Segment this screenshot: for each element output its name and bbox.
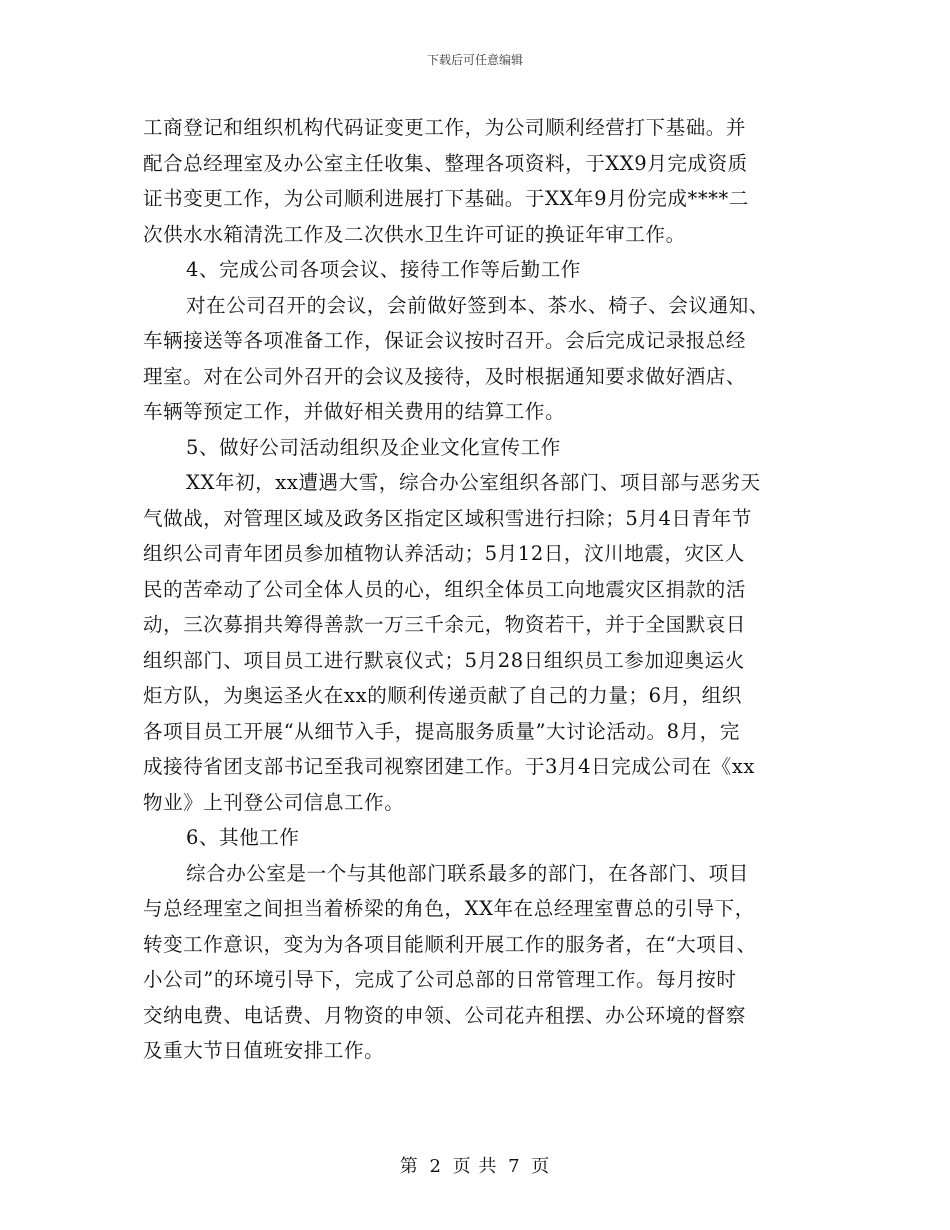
text-line: 民的苦牵动了公司全体人员的心，组织全体员工向地震灾区捐款的活 [143, 577, 747, 601]
text-line: 组织公司青年团员参加植物认养活动；5月12日，汶川地震，灾区人 [143, 542, 745, 565]
text-line: 次供水水箱清洗工作及二次供水卫生许可证的换证年审工作。 [143, 222, 686, 246]
text-line: 理室。对在公司外召开的会议及接待，及时根据通知要求做好酒店、 [143, 364, 747, 388]
text-line: 物业》上刊登公司信息工作。 [143, 790, 405, 814]
footer-suffix: 页 [531, 1156, 551, 1177]
text-line: 各项目员工开展“从细节入手，提高服务质量”大讨论活动。8月，完 [143, 719, 740, 743]
text-line: 成接待省团支部书记至我司视察团建工作。于3月4日完成公司在《xx [143, 755, 756, 778]
text-line: 气做战，对管理区域及政务区指定区域积雪进行扫除；5月4日青年节 [143, 506, 752, 530]
text-line: 组织部门、项目员工进行默哀仪式；5月28日组织员工参加迎奥运火 [143, 648, 745, 672]
text-line: 与总经理室之间担当着桥梁的角色，XX年在总经理室曹总的引导下， [143, 897, 755, 920]
text-line: 对在公司召开的会议，会前做好签到本、茶水、椅子、会议通知、 [186, 293, 769, 317]
text-line: 小公司”的环境引导下，完成了公司总部的日常管理工作。每月按时 [143, 968, 737, 991]
footer-total-pages: 7 [508, 1156, 521, 1177]
text-line: 6、其他工作 [186, 826, 300, 849]
document-body [143, 110, 808, 1069]
text-line: 证书变更工作，为公司顺利进展打下基础。于XX年9月份完成****二 [143, 187, 749, 210]
text-line: 交纳电费、电话费、月物资的申领、公司花卉租摆、办公环境的督察 [143, 1003, 747, 1027]
text-line: 车辆等预定工作，并做好相关费用的结算工作。 [143, 400, 566, 423]
text-line: 综合办公室是一个与其他部门联系最多的部门，在各部门、项目 [186, 861, 749, 885]
text-line: XX年初，xx遭遇大雪，综合办公室组织各部门、项目部与恶劣天 [186, 471, 761, 494]
text-line: 及重大节日值班安排工作。 [143, 1039, 385, 1062]
text-line: 动，三次募捐共筹得善款一万三千余元，物资若干，并于全国默哀日 [143, 613, 747, 636]
page-header: 下载后可任意编辑 [426, 53, 523, 67]
text-line: 工商登记和组织机构代码证变更工作，为公司顺利经营打下基础。并 [143, 116, 747, 139]
text-line: 配合总经理室及办公室主任收集、整理各项资料，于XX9月完成资质 [143, 151, 748, 175]
footer-prefix: 第 [399, 1156, 419, 1177]
text-line: 转变工作意识，变为为各项目能顺利开展工作的服务者，在“大项目、 [143, 932, 757, 956]
page-footer [0, 1152, 950, 1178]
text-line: 4、完成公司各项会议、接待工作等后勤工作 [186, 258, 581, 281]
text-line: 5、做好公司活动组织及企业文化宣传工作 [186, 435, 561, 459]
text-line: 车辆接送等各项准备工作，保证会议按时召开。会后完成记录报总经 [143, 329, 747, 352]
footer-mid: 页 共 [452, 1156, 498, 1177]
footer-current-page: 2 [429, 1156, 442, 1177]
text-line: 炬方队，为奥运圣火在xx的顺利传递贡献了自己的力量；6月，组织 [143, 684, 743, 707]
